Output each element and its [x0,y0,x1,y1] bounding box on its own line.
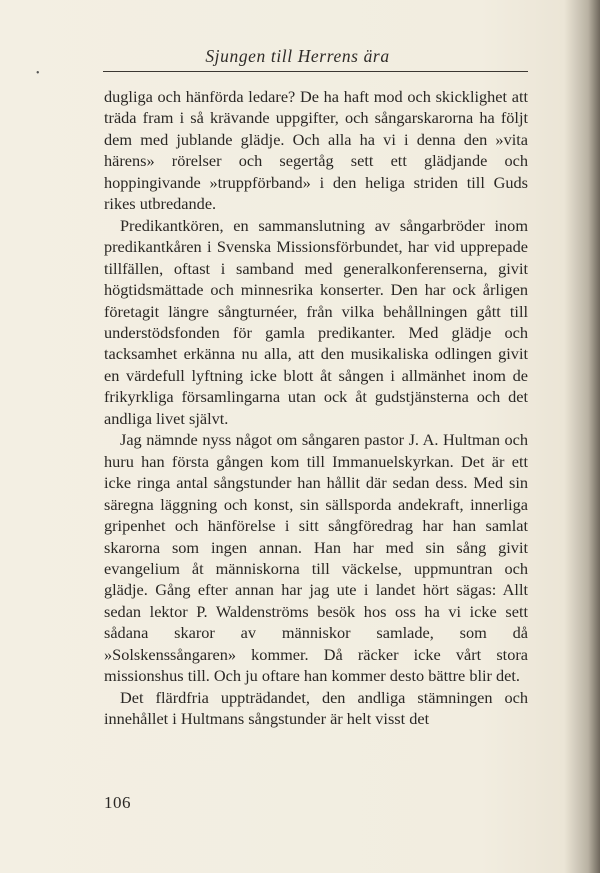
header-rule [103,71,528,72]
margin-mark: • [36,68,40,79]
body-text [104,86,528,730]
paragraph-3: Jag nämnde nyss något om sångaren pastor J. A. Hultman och huru han första gången kom till Immanuelskyrkan. Det är ett icke ringa antal sångstunder han hållit där sedan dess. Med sin säregna läggning och konst, sin sällsporda andekraft, innerliga gripenhet och hänförelse i sitt sångföredrag har han samlat skarorna som ingen annan. Han har med sin sång givit evangelium åt människorna till väckelse, uppmuntran och glädje. Gång efter annan har jag ute i landet hört sägas: Allt sedan lektor P. Waldenströms besök hos oss ha vi icke sett sådana skaror av människor samlade, som då »Solskenssångaren» kommer. Då räcker icke vårt stora missionshus till. Och ju oftare han kommer desto bättre blir det. [104,430,528,686]
page-number: 106 [104,793,131,812]
running-head: Sjungen till Herrens ära [205,46,390,66]
paragraph-4: Det flärdfria uppträdandet, den andliga stämningen och innehållet i Hultmans sångstunder är helt visst det [104,687,528,729]
paragraph-1: dugliga och hänförda ledare? De ha haft mod och skicklighet att träda fram i så krävande uppgifter, och sångarskarorna ha följt dem med jublande glädje. Och alla ha vi i denna den »vita härens» rörelser och segertåg sett ett glädjande och hoppingivande »truppförband» i den heliga striden till Guds rikes utbredande. [104,87,528,214]
paragraph-2: Predikantkören, en sammanslutning av sångarbröder inom predikantkåren i Svenska Missionsförbundet, har vid upprepade tillfällen, oftast i samband med generalkonferenserna, givit högtidsmättade och minnesrika konserter. Den har ock årligen företagit längre sångturnéer, från vilka behållningen gått till understödsfonden för gamla predikanter. Med glädje och tacksamhet erkänna nu alla, att den musikaliska odlingen givit en värdefull lyftning icke blott åt sången i allmänhet inom de frikyrkliga församlingarna utan ock åt gudstjänsterna och det andliga livet självt. [104,215,528,428]
